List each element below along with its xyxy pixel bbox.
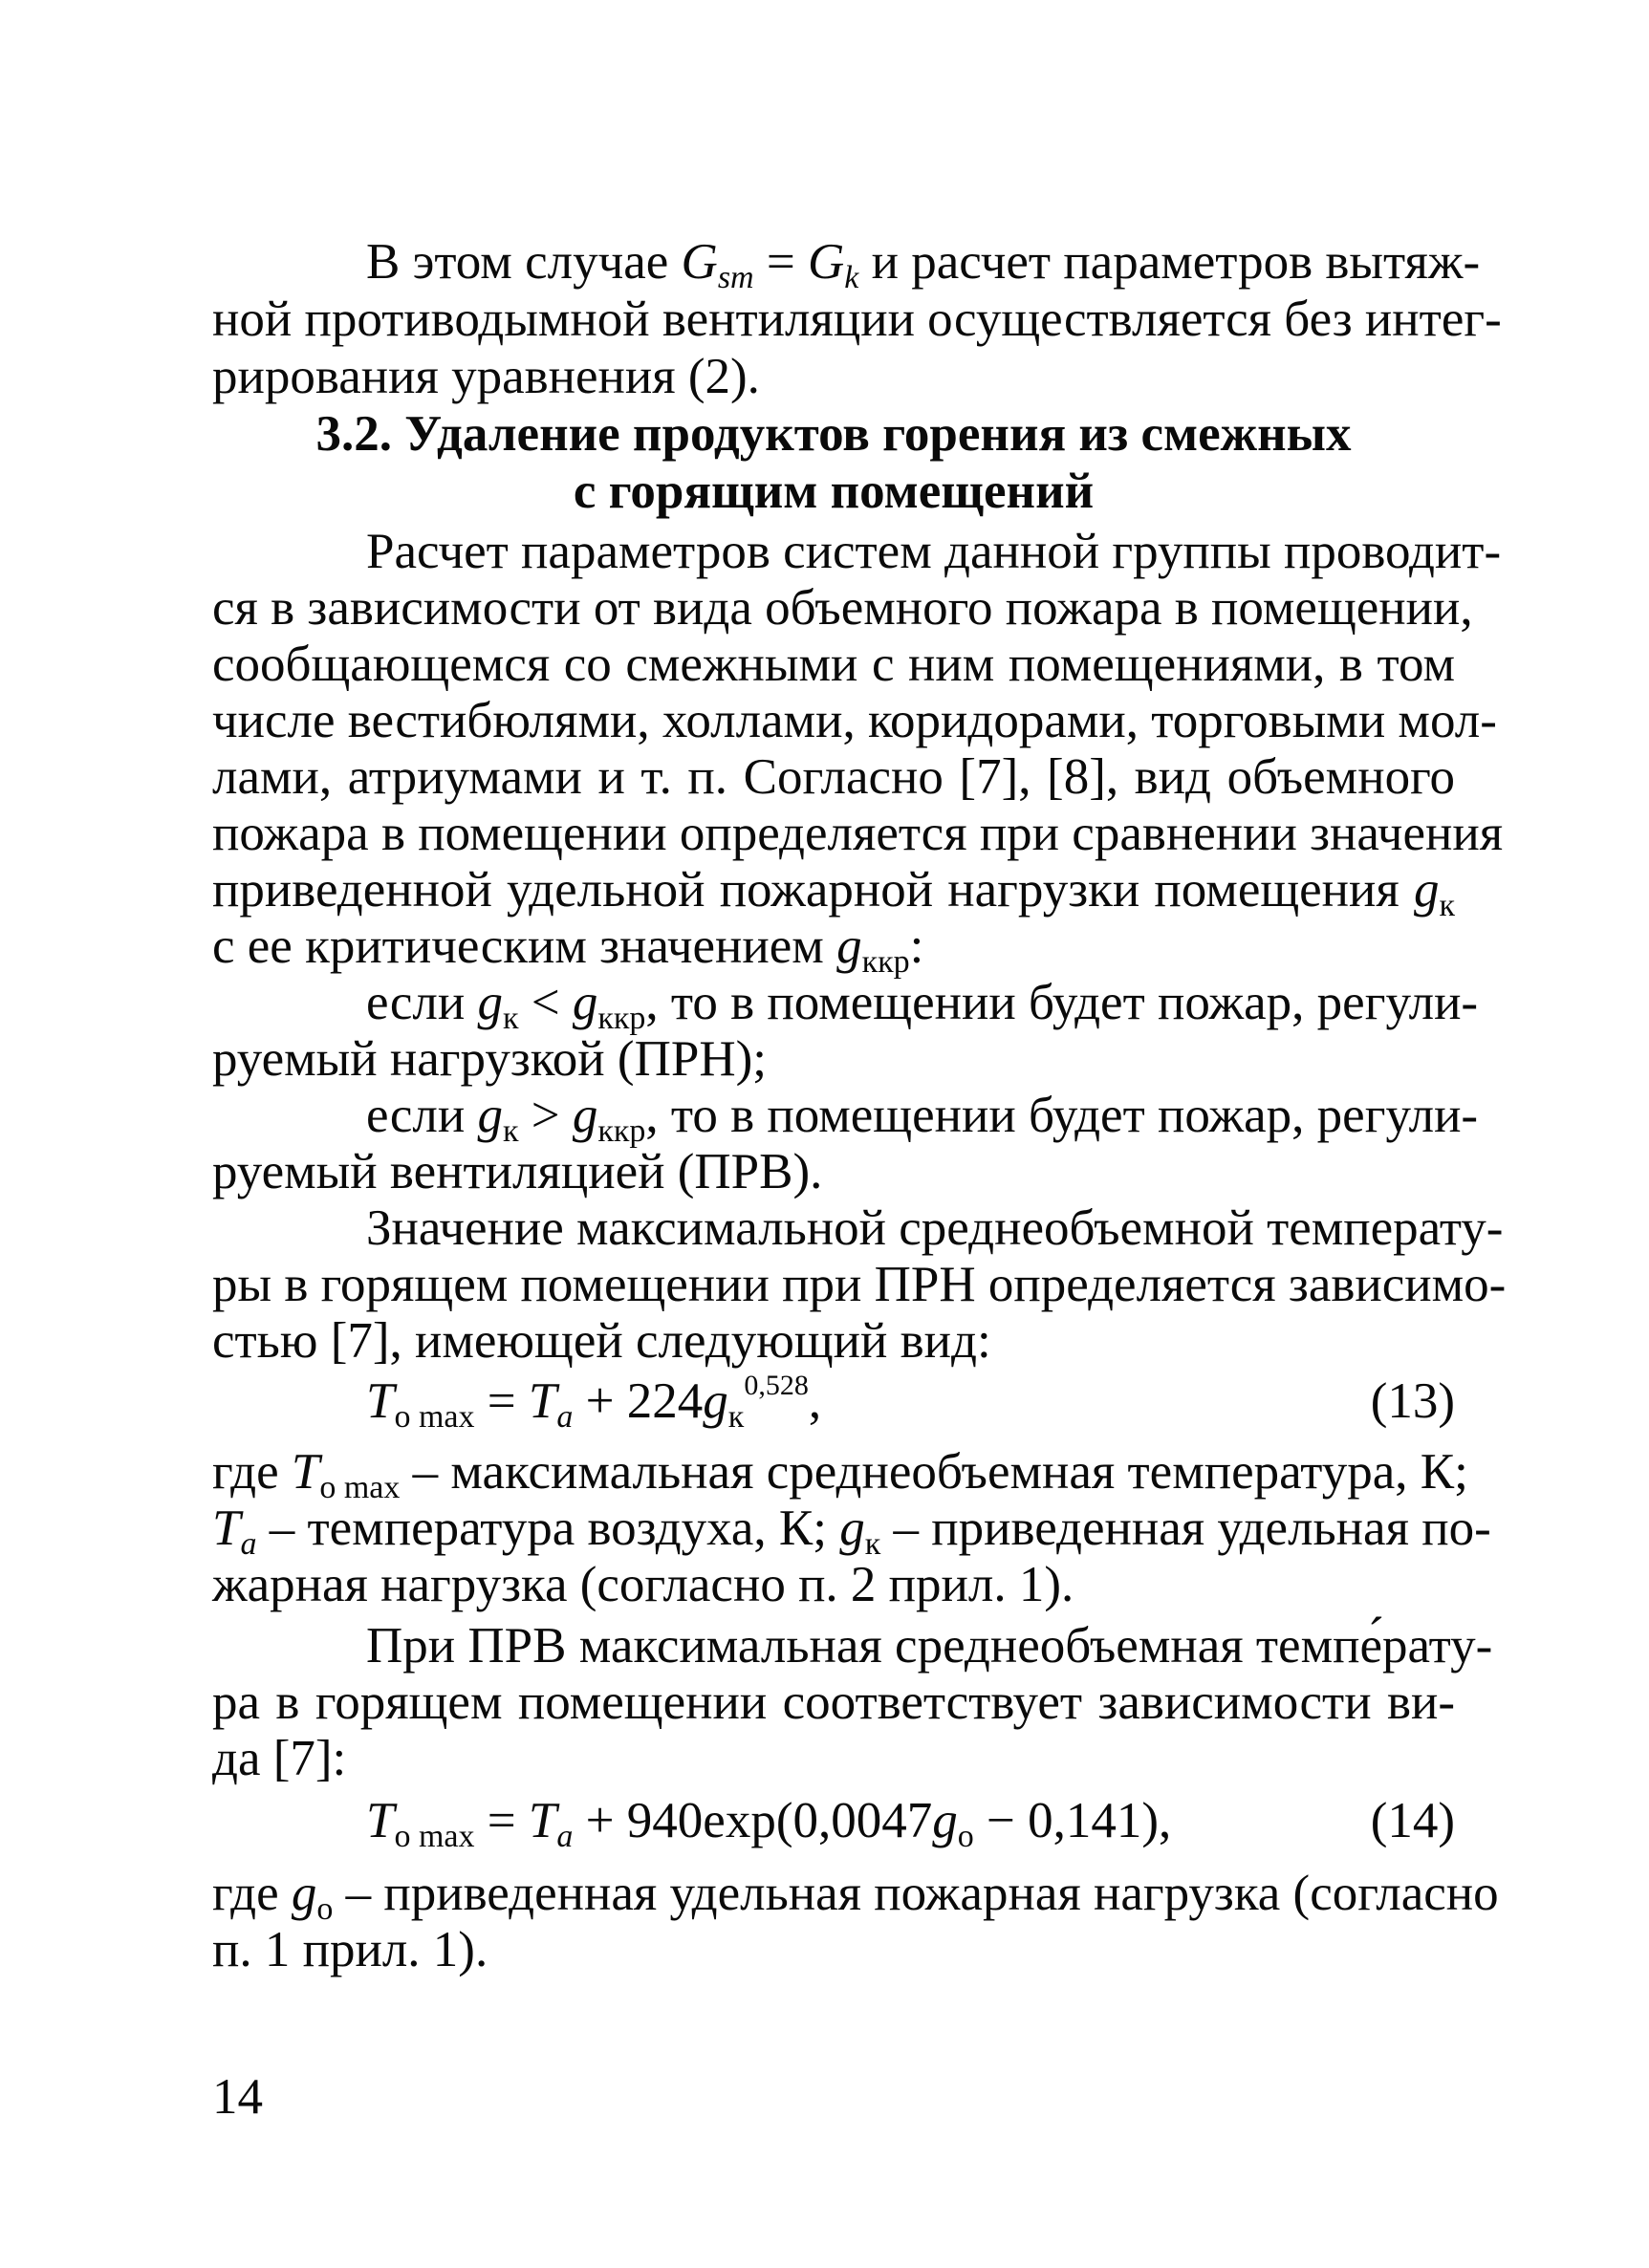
where13-line-2: $T_a$ – температура воздуха, К; $g_к$ – приведенная удельная по- (212, 1501, 1491, 1562)
condition-prn-line-2: руемый нагрузкой (ПРН); (212, 1031, 767, 1087)
para4-line-1: При ПРВ максимальная среднеобъемная темпе́рату- (366, 1618, 1493, 1674)
where14-line-2: п. 1 прил. 1). (212, 1922, 488, 1977)
para4-line-3: да [7]: (212, 1731, 347, 1786)
para2-line-5: лами, атриумами и т. п. Согласно [7], [8], вид объемного (212, 749, 1455, 805)
para3-line-1: Значение максимальной среднеобъемной температу- (366, 1200, 1504, 1256)
condition-prn-line-1: если $g_к < g_{ккр}$, то в помещении будет пожар, регули- (366, 975, 1479, 1036)
section-heading-line-2: с горящим помещений (573, 464, 1095, 519)
para2-line-4: числе вестибюлями, холлами, коридорами, торговыми мол- (212, 693, 1497, 748)
para2-line-3: сообщающемся со смежными с ним помещениями, в том (212, 637, 1455, 692)
condition-prv-line-1: если $g_к > g_{ккр}$, то в помещении будет пожар, регули- (366, 1088, 1479, 1149)
equation-13-number: (13) (1370, 1373, 1455, 1429)
condition-prv-line-2: руемый вентиляцией (ПРВ). (212, 1144, 823, 1199)
para4-line-2: ра в горящем помещении соответствует зависимости ви- (212, 1674, 1455, 1730)
equation-13: $T_{о max} = T_a + 224g_к^{0,528}$, (366, 1370, 822, 1435)
where14-line-1: где $g_о$ – приведенная удельная пожарная нагрузка (согласно (212, 1866, 1499, 1927)
section-heading-line-1: 3.2. Удаление продуктов горения из смежных (315, 406, 1352, 462)
para3-line-3: стью [7], имеющей следующий вид: (212, 1313, 991, 1369)
page-number: 14 (212, 2069, 263, 2125)
para2-line-2: ся в зависимости от вида объемного пожара в помещении, (212, 580, 1473, 636)
para2-line-1: Расчет параметров систем данной группы проводит- (366, 524, 1502, 579)
para2-line-7: приведенной удельной пожарной нагрузки помещения $g_к$ (212, 862, 1455, 923)
para2-line-8: с ее критическим значением $g_{ккр}$: (212, 918, 924, 980)
intro-line-1: В этом случае $G_{sm} = G_k$ и расчет параметров вытяж- (366, 234, 1481, 295)
where13-line-1: где $T_{о max}$ – максимальная среднеобъемная температура, К; (212, 1444, 1468, 1505)
where13-line-3: жарная нагрузка (согласно п. 2 прил. 1). (212, 1557, 1074, 1612)
equation-14: $T_{о max} = T_a + 940\exp(0,0047g_о - 0,141)$, (366, 1793, 1172, 1854)
para3-line-2: ры в горящем помещении при ПРН определяется зависимо- (212, 1257, 1507, 1312)
equation-14-number: (14) (1370, 1793, 1455, 1848)
intro-line-3: рирования уравнения (2). (212, 349, 760, 404)
intro-line-2: ной противодымной вентиляции осуществляется без интег- (212, 292, 1502, 347)
para2-line-6: пожара в помещении определяется при сравнении значения (212, 806, 1504, 861)
